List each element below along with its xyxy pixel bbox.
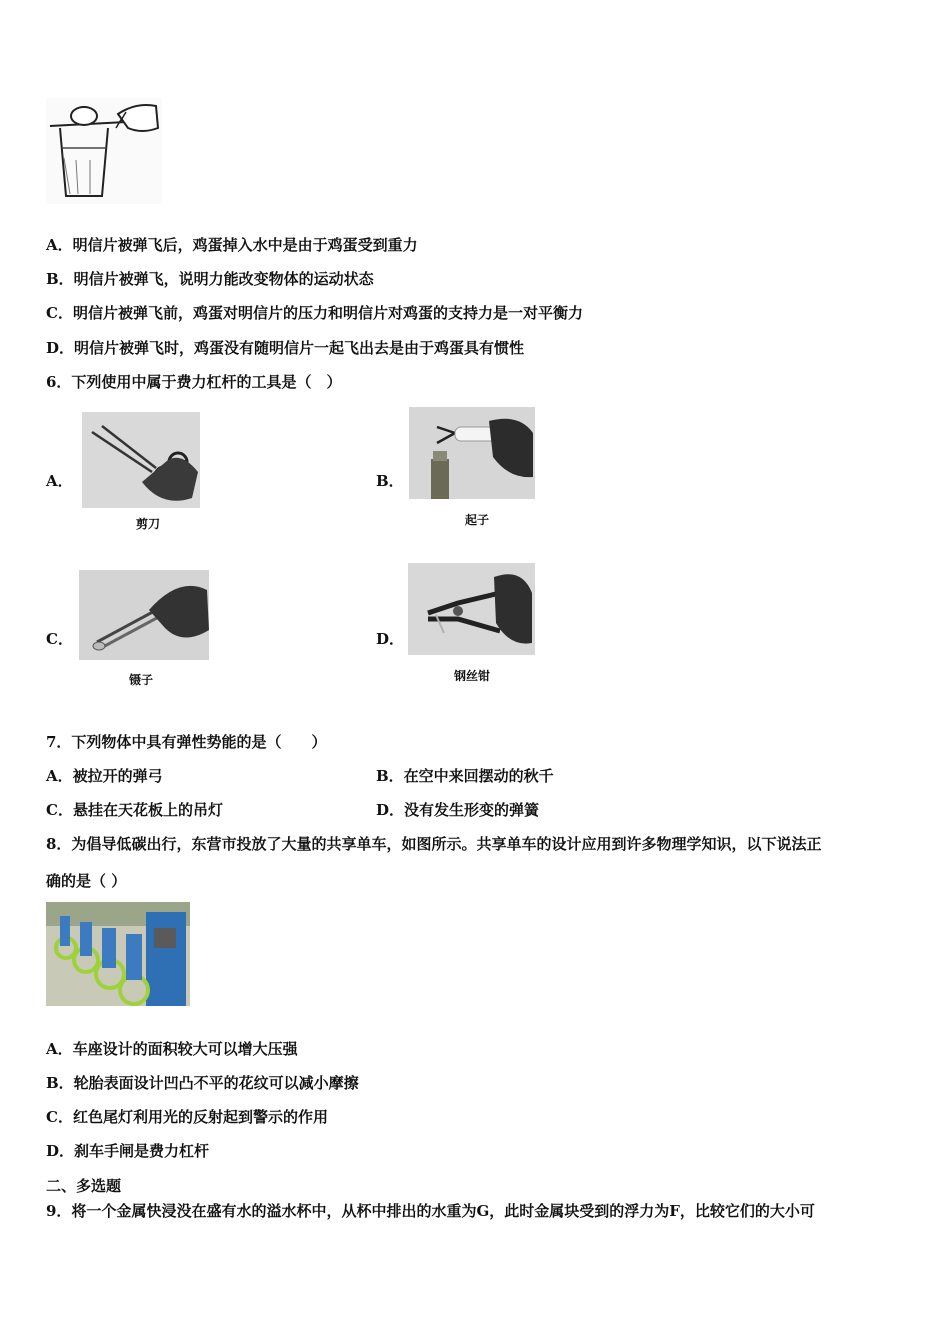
q6-caption-d: 钢丝钳 [454, 669, 491, 683]
shared-bikes-photo [46, 902, 190, 1006]
q6-letter-d: D． [376, 630, 405, 648]
q8-stem-line1: 8．为倡导低碳出行，东营市投放了大量的共享单车，如图所示。共享单车的设计应用到许多物理学知识，以下说法正 [46, 835, 822, 853]
q5-option-a: A．明信片被弹飞后，鸡蛋掉入水中是由于鸡蛋受到重力 [46, 236, 418, 254]
wire-pliers-photo [408, 563, 535, 655]
q8-option-d: D．刹车手闸是费力杠杆 [46, 1142, 210, 1160]
q6-caption-a: 剪刀 [136, 517, 161, 531]
q6-caption-c: 镊子 [129, 673, 154, 687]
q6-caption-b: 起子 [465, 513, 490, 527]
q6-stem: 6．下列使用中属于费力杠杆的工具是（ ） [46, 373, 342, 391]
q8-stem-line2: 确的是（ ） [46, 872, 127, 890]
q7-stem: 7．下列物体中具有弹性势能的是（ ） [46, 733, 327, 751]
q8-option-b: B．轮胎表面设计凹凸不平的花纹可以减小摩擦 [46, 1074, 359, 1092]
tweezers-photo [79, 570, 209, 660]
q6-letter-c: C． [46, 630, 73, 648]
q7-option-c: C．悬挂在天花板上的吊灯 [46, 801, 223, 819]
bottle-opener-photo [409, 407, 535, 499]
q7-option-b: B．在空中来回摆动的秋千 [376, 767, 554, 785]
q8-option-c: C．红色尾灯利用光的反射起到警示的作用 [46, 1108, 328, 1126]
scissors-photo [82, 412, 200, 508]
q5-option-c: C．明信片被弹飞前，鸡蛋对明信片的压力和明信片对鸡蛋的支持力是一对平衡力 [46, 304, 583, 322]
q6-letter-a: A． [46, 472, 73, 490]
q7-option-a: A．被拉开的弹弓 [46, 767, 163, 785]
q5-option-b: B．明信片被弹飞，说明力能改变物体的运动状态 [46, 270, 374, 288]
q8-option-a: A．车座设计的面积较大可以增大压强 [46, 1040, 298, 1058]
q5-option-d: D．明信片被弹飞时，鸡蛋没有随明信片一起飞出去是由于鸡蛋具有惯性 [46, 339, 525, 357]
egg-card-glass-figure [46, 98, 162, 204]
q7-option-d: D．没有发生形变的弹簧 [376, 801, 540, 819]
section-2-title: 二、多选题 [46, 1177, 122, 1195]
q9-stem: 9．将一个金属快浸没在盛有水的溢水杯中，从杯中排出的水重为G，此时金属块受到的浮力为F，比较它们的大小可 [46, 1202, 815, 1220]
q6-letter-b: B． [376, 472, 404, 490]
